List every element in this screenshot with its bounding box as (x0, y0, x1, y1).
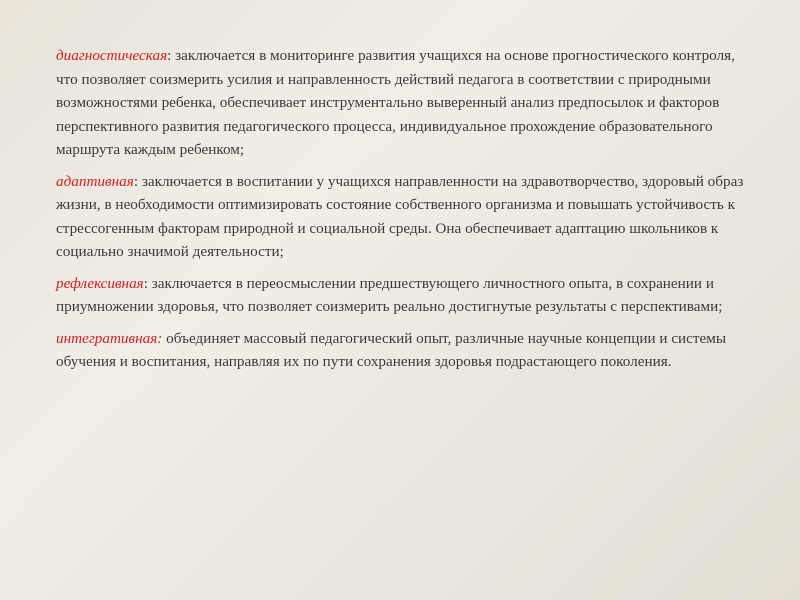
definition-diagnostic: : заключается в мониторинге развития учащихся на основе прогностического контроля, что позволяет соизмерить усилия и направленность действий педагога в соответствии с природными возможностями ребенка, обеспечивает инструментально выверенный анализ предпосылок и факторов перспективного развития педагогического процесса, индивидуальное прохождение образовательного маршрута каждым ребенком; (56, 47, 735, 158)
definition-reflexive: : заключается в переосмыслении предшествующего личностного опыта, в сохранении и приумножении здоровья, что позволяет соизмерить реально достигнутые результаты с перспективами; (56, 274, 723, 315)
paragraph-integrative (56, 327, 756, 374)
term-reflexive: рефлексивная (56, 274, 144, 292)
paragraph-reflexive (56, 272, 756, 319)
term-integrative: интегративная: (56, 329, 163, 347)
paragraph-diagnostic (56, 44, 756, 162)
term-diagnostic: диагностическая (56, 47, 168, 64)
definition-integrative: объединяет массовый педагогический опыт, различные научные концепции и системы обучения и воспитания, направляя их по пути сохранения здоровья подрастающего поколения. (56, 329, 727, 370)
definition-adaptive: : заключается в воспитании у учащихся направленности на здравотворчество, здоровый образ жизни, в необходимости оптимизировать состояние собственного организма и повышать устойчивость к стрессогенным факторам природной и социальной среды. Она обеспечивает адаптацию школьников к социально значимой деятельности; (56, 172, 744, 260)
term-adaptive: адаптивная (56, 172, 134, 190)
paragraph-adaptive (56, 170, 756, 264)
slide-body (56, 44, 756, 382)
